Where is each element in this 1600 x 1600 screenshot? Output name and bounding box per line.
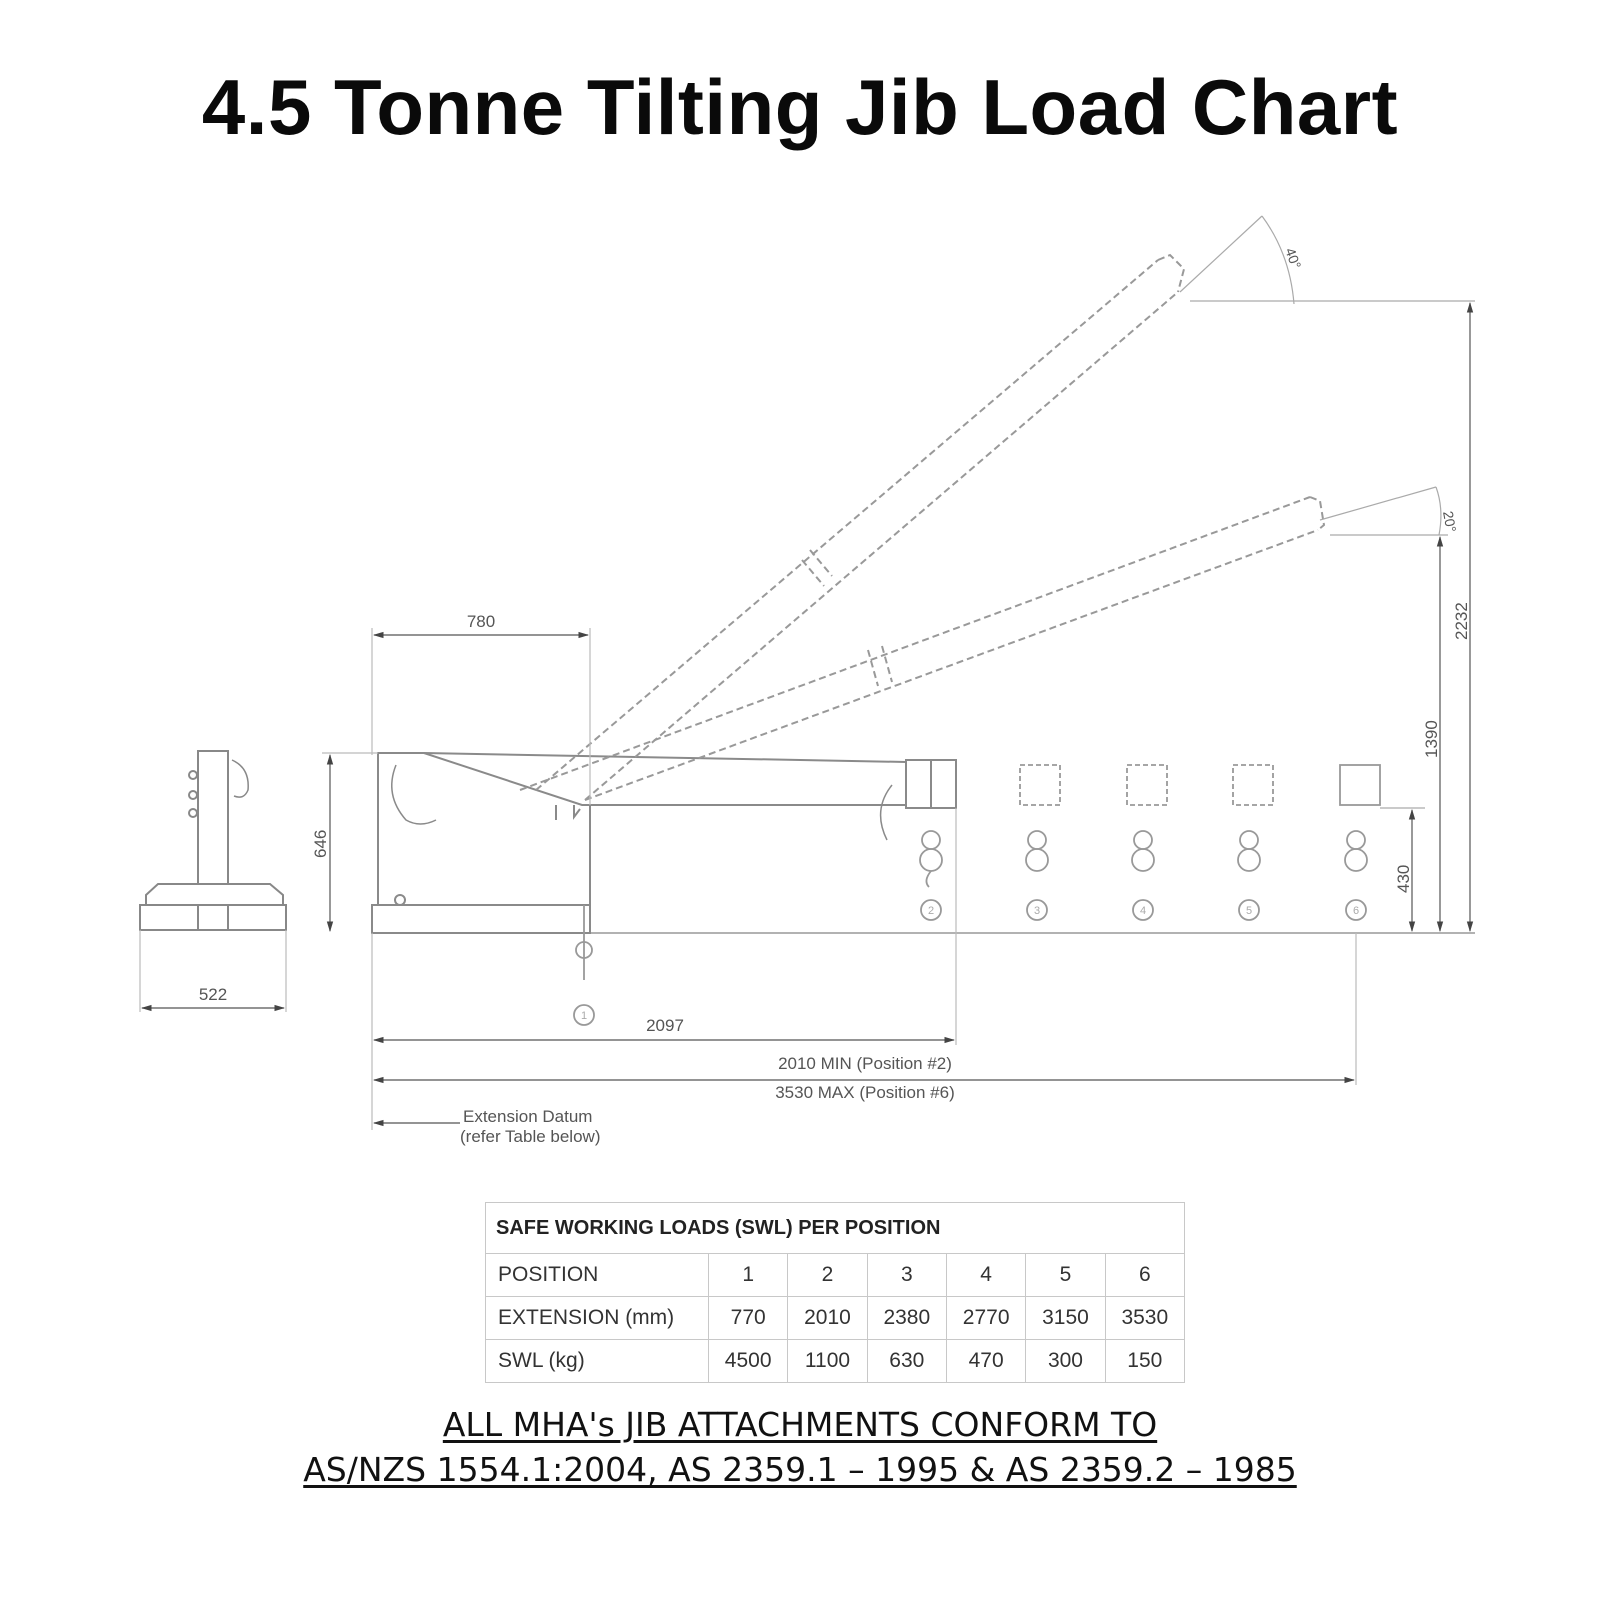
hook-position-4: [1127, 765, 1167, 920]
extension-cell: 2380: [867, 1297, 946, 1340]
end-view-carriage: [140, 751, 286, 930]
hook-position-3: [1020, 765, 1060, 920]
row-label-extension: EXTENSION (mm): [486, 1297, 709, 1340]
position-marker-2: 2: [927, 905, 935, 917]
extension-cell: 2770: [946, 1297, 1025, 1340]
position-marker-5: 5: [1245, 905, 1253, 917]
position-marker-labels: [581, 905, 1359, 1022]
jib-tilt-20deg: [520, 497, 1324, 800]
position-cell: 4: [946, 1254, 1025, 1297]
hook-position-5: [1233, 765, 1273, 920]
dimension-2232-label: 2232: [1452, 602, 1471, 640]
dimension-2097-label: 2097: [646, 1016, 684, 1035]
extension-datum-note: (refer Table below): [460, 1127, 601, 1146]
row-label-position: POSITION: [486, 1254, 709, 1297]
extension-datum-label: Extension Datum: [463, 1107, 593, 1126]
jib-body-side-view: [372, 753, 956, 933]
position-cell: 5: [1026, 1254, 1105, 1297]
swl-table-heading: SAFE WORKING LOADS (SWL) PER POSITION: [486, 1203, 1185, 1254]
swl-cell: 150: [1105, 1340, 1184, 1383]
angle-20-label: 20°: [1440, 509, 1460, 534]
extension-cell: 3530: [1105, 1297, 1184, 1340]
position-cell: 6: [1105, 1254, 1184, 1297]
angle-40-label: 40°: [1282, 245, 1305, 271]
dimension-430-label: 430: [1394, 864, 1413, 893]
page-title: 4.5 Tonne Tilting Jib Load Chart: [201, 63, 1399, 151]
table-row-swl: [486, 1340, 1185, 1383]
position-marker-6: 6: [1352, 905, 1360, 917]
swl-cell: 630: [867, 1340, 946, 1383]
position-cell: 1: [709, 1254, 788, 1297]
position-marker-4: 4: [1139, 905, 1147, 917]
position-cell: 2: [788, 1254, 867, 1297]
swl-cell: 4500: [709, 1340, 788, 1383]
dimension-max-extension: 3530 MAX (Position #6): [775, 1083, 955, 1102]
dimension-646-label: 646: [311, 829, 330, 858]
swl-cell: 1100: [788, 1340, 867, 1383]
dimension-522-label: 522: [198, 985, 228, 1004]
dimension-780-label: 780: [466, 612, 496, 631]
extension-cell: 3150: [1026, 1297, 1105, 1340]
dimension-646: [322, 753, 378, 931]
position-marker-3: 3: [1033, 905, 1041, 917]
table-row-position: [486, 1254, 1185, 1297]
dimension-min-extension: 2010 MIN (Position #2): [778, 1054, 952, 1073]
compliance-statement-line-2: AS/NZS 1554.1:2004, AS 2359.1 – 1995 & AS 2359.2 – 1985: [303, 1450, 1297, 1489]
dimension-2097: [372, 808, 956, 1130]
position-cell: 3: [867, 1254, 946, 1297]
extension-cell: 2010: [788, 1297, 867, 1340]
extension-cell: 770: [709, 1297, 788, 1340]
jib-tilt-40deg: [536, 255, 1184, 800]
dimension-780: [372, 628, 590, 805]
table-row-extension: [486, 1297, 1185, 1340]
dimension-1390-label: 1390: [1422, 720, 1441, 758]
swl-cell: 300: [1026, 1340, 1105, 1383]
swl-cell: 470: [946, 1340, 1025, 1383]
row-label-swl: SWL (kg): [486, 1340, 709, 1383]
swl-table: [485, 1202, 1185, 1383]
compliance-statement-line-1: ALL MHA's JIB ATTACHMENTS CONFORM TO: [442, 1405, 1158, 1444]
angle-construction-lines: [1180, 216, 1475, 808]
position-marker-1: 1: [580, 1010, 588, 1022]
hook-position-6: [1340, 765, 1380, 920]
